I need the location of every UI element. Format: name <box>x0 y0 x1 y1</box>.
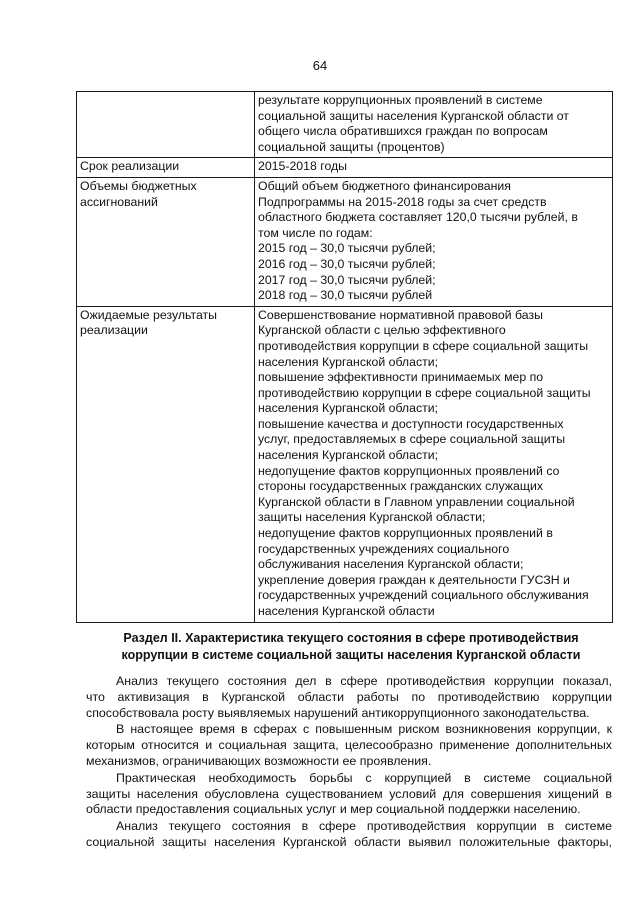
row-label-cell <box>77 158 255 178</box>
row-content-line: том числе по годам: <box>258 225 373 240</box>
paragraph-line: способствовала росту выявляемых нарушений антикоррупционного законодательства. <box>86 705 590 720</box>
row-label-cell <box>77 306 255 622</box>
row-content-line: Курганской области в Главном управлении социальной <box>258 494 575 509</box>
row-content-line: услуг, предоставляемых в сфере социальной защиты <box>258 432 566 447</box>
row-content-line: Курганской области с целью эффективного <box>258 323 506 338</box>
row-content-line: общего числа обратившихся граждан по вопросам <box>258 124 548 139</box>
row-content-cell <box>255 158 613 178</box>
row-content-line: населения Курганской области; <box>258 354 439 369</box>
table-row <box>77 306 613 622</box>
row-content-line: недопущение фактов коррупционных проявлений в <box>258 526 553 541</box>
paragraph-line: Анализ текущего состояния дел в сфере противодействия коррупции показал, <box>116 674 612 688</box>
row-content-line: повышение эффективности принимаемых мер по <box>258 370 544 385</box>
row-content-line: повышение качества и доступности государственных <box>258 416 564 431</box>
row-content-line: Подпрограммы на 2015-2018 годы за счет средств <box>258 194 547 209</box>
page-number: 64 <box>312 58 328 73</box>
section-heading-line: коррупции в системе социальной защиты населения Курганской области <box>121 648 581 662</box>
row-label-line: Объемы бюджетных <box>80 178 197 193</box>
row-content-cell <box>255 92 613 158</box>
paragraph-line: которым относится и социальная защита, целесообразно применение дополнительных <box>86 738 612 753</box>
paragraph-line: области предоставления социальных услуг и мер социальной поддержки населению. <box>86 802 581 817</box>
row-content-line: противодействию коррупции в сфере социальной защиты <box>258 385 591 400</box>
row-label-line: Ожидаемые результаты <box>80 307 218 322</box>
row-content-line: результате коррупционных проявлений в системе <box>258 93 543 107</box>
row-content-line: социальной защиты (процентов) <box>258 139 445 154</box>
row-content-line: Совершенствование нормативной правовой базы <box>258 307 543 322</box>
row-content-line: областного бюджета составляет 120,0 тысячи рублей, в <box>258 210 578 225</box>
row-content-line: государственных учреждениях социального <box>258 541 510 556</box>
paragraph <box>86 819 612 851</box>
paragraph-line: В настоящее время в сферах с повышенным риском возникновения коррупции, к <box>116 722 612 737</box>
row-label-line: Срок реализации <box>80 159 180 174</box>
row-content-line: Общий объем бюджетного финансирования <box>258 178 511 193</box>
paragraph-line: Практическая необходимость борьбы с коррупцией в системе социальной <box>116 770 612 785</box>
table-row <box>77 158 613 178</box>
row-content-line: населения Курганской области; <box>258 448 439 463</box>
section-heading-line: Раздел II. Характеристика текущего состояния в сфере противодействия <box>123 631 579 645</box>
body-text <box>86 674 612 852</box>
row-content-line: стороны государственных гражданских служащих <box>258 479 543 494</box>
row-content-cell <box>255 306 613 622</box>
paragraph-line: защиты населения обусловлена существованием условий для совершения хищений в <box>86 786 612 801</box>
row-content-line: 2015-2018 годы <box>258 159 348 174</box>
row-label-line: реализации <box>80 323 148 338</box>
row-content-line: 2016 год – 30,0 тысячи рублей; <box>258 256 436 271</box>
row-label-cell <box>77 177 255 306</box>
row-content-line: 2017 год – 30,0 тысячи рублей; <box>258 272 436 287</box>
paragraph-line: что активизация в Курганской области работы по противодействию коррупции <box>86 689 612 704</box>
row-content-line: 2018 год – 30,0 тысячи рублей <box>258 288 433 303</box>
paragraph-line: Анализ текущего состояния в сфере противодействия коррупции в системе <box>116 819 612 834</box>
paragraph <box>86 722 612 769</box>
section-heading <box>96 630 606 664</box>
paragraph-line: механизмов, ограничивающих возможности ее проявления. <box>86 753 432 768</box>
paragraph <box>86 674 612 721</box>
row-content-line: недопущение фактов коррупционных проявлений со <box>258 463 560 478</box>
row-content-line: обслуживания населения Курганской области; <box>258 557 524 572</box>
row-content-line: защиты населения Курганской области; <box>258 510 486 525</box>
row-content-line: населения Курганской области; <box>258 401 439 416</box>
row-label-cell <box>77 92 255 158</box>
row-content-line: 2015 год – 30,0 тысячи рублей; <box>258 241 436 256</box>
row-content-line: населения Курганской области <box>258 604 435 618</box>
row-content-line: противодействия коррупции в сфере социальной защиты <box>258 338 589 353</box>
row-label-line: ассигнований <box>80 194 158 209</box>
row-content-line: укрепление доверия граждан к деятельности ГУСЗН и <box>258 572 570 587</box>
row-content-line: государственных учреждений социального обслуживания <box>258 588 589 603</box>
program-passport-table <box>76 91 613 623</box>
row-content-cell <box>255 177 613 306</box>
paragraph-line: социальной защиты населения Курганской области выявил положительные факторы, <box>86 834 612 849</box>
table-row <box>77 177 613 306</box>
row-content-line: социальной защиты населения Курганской области от <box>258 108 569 123</box>
paragraph <box>86 771 612 818</box>
table-row <box>77 92 613 158</box>
